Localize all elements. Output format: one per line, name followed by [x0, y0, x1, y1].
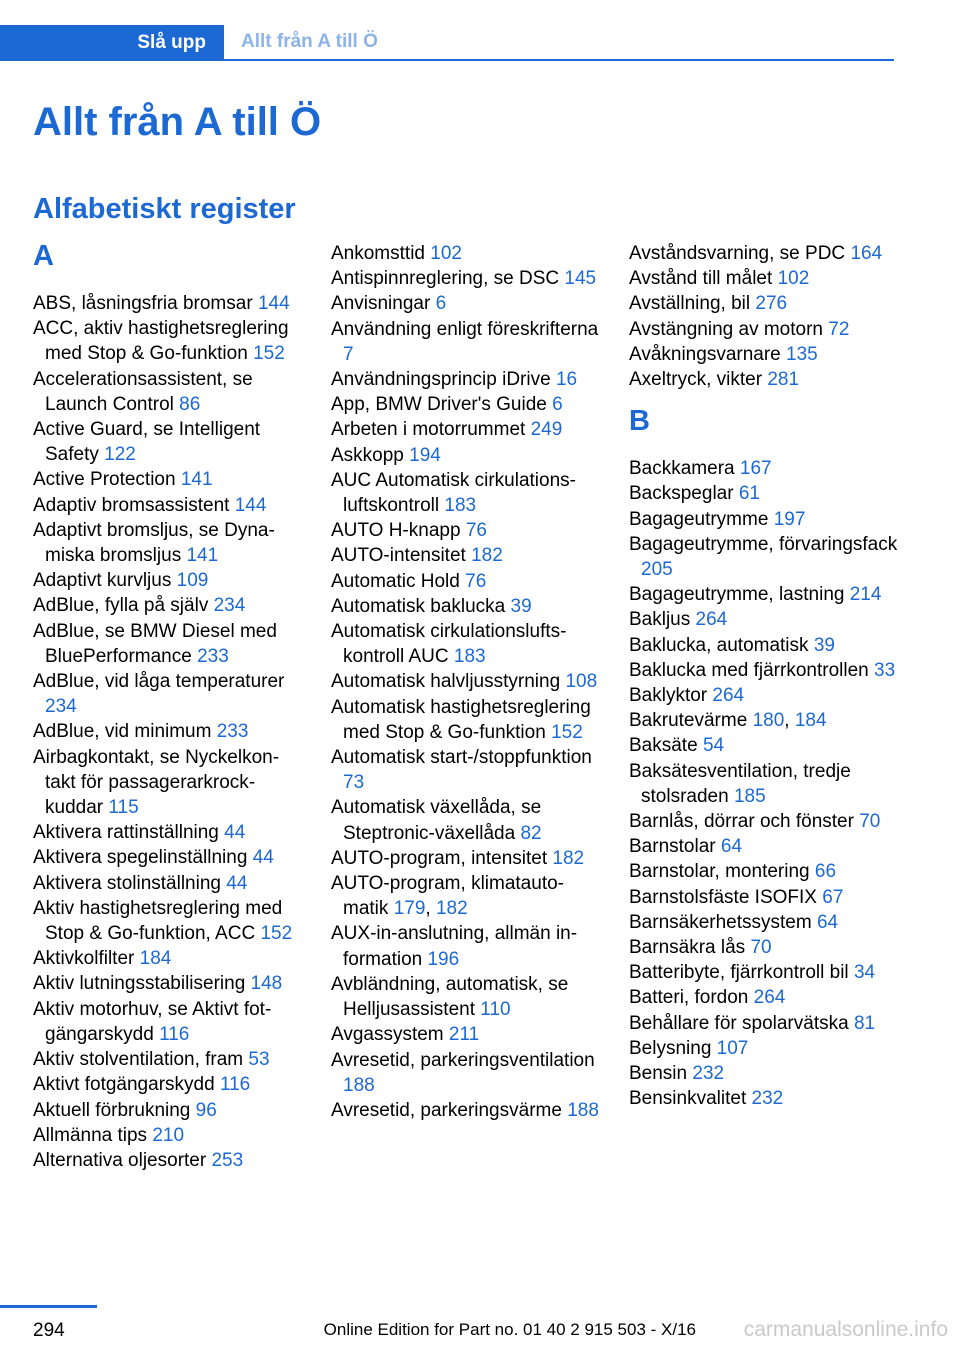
- entry-term: Barnlås, dörrar och fönster: [629, 811, 854, 833]
- entry-term: Aktivt fotgängarskydd: [33, 1074, 215, 1096]
- page-link[interactable]: 232: [692, 1063, 725, 1085]
- entry-term: Avresetid, parkeringsvärme: [331, 1099, 562, 1121]
- page-link[interactable]: 67: [822, 886, 844, 908]
- entry-term: Aktiv stolventilation, fram: [33, 1049, 244, 1071]
- index-entry: [629, 759, 899, 809]
- index-entry: [33, 871, 303, 896]
- index-entry: [331, 518, 601, 543]
- page-title: Allt från A till Ö: [33, 100, 322, 144]
- page-link[interactable]: 196: [427, 948, 460, 970]
- entry-term: Backspeglar: [629, 483, 734, 505]
- page-link[interactable]: 116: [219, 1074, 251, 1096]
- entry-term: Barnstolar: [629, 836, 716, 858]
- index-entry: [33, 669, 303, 719]
- index-entry: [331, 1022, 601, 1047]
- page-link[interactable]: 276: [755, 293, 788, 315]
- page-link[interactable]: 210: [152, 1124, 185, 1146]
- page-link[interactable]: 152: [551, 721, 583, 743]
- entry-term: ACC, aktiv hastighetsreglering med Stop & Go-funktion: [33, 318, 289, 365]
- index-entry: [331, 569, 601, 594]
- page-link[interactable]: 86: [179, 393, 201, 415]
- index-entry: [331, 367, 601, 392]
- page-link[interactable]: 211: [448, 1024, 480, 1046]
- index-entry: [629, 481, 899, 506]
- entry-term: Barnstolar, montering: [629, 861, 810, 883]
- index-entry: [33, 820, 303, 845]
- index-entry: [33, 1098, 303, 1123]
- edition-note: Online Edition for Part no. 01 40 2 915 503 - X/16: [323, 1320, 696, 1339]
- index-entry: [629, 885, 899, 910]
- footer-rule: [0, 1305, 97, 1308]
- page-link[interactable]: 233: [216, 721, 249, 743]
- index-entry: [629, 1086, 899, 1111]
- page-link[interactable]: 233: [197, 645, 229, 667]
- entry-term: AUTO-intensitet: [331, 545, 466, 567]
- index-entry: [629, 456, 899, 481]
- index-entry: [33, 467, 303, 492]
- page-link[interactable]: 253: [211, 1149, 244, 1171]
- index-entry: [629, 683, 899, 708]
- page-link[interactable]: 144: [234, 494, 267, 516]
- page-link[interactable]: 152: [253, 343, 285, 365]
- index-entry: [629, 266, 899, 291]
- entry-term: Bagageutrymme, lastning: [629, 584, 845, 606]
- index-entry: [33, 316, 303, 366]
- section-title: Alfabetiskt register: [33, 193, 296, 225]
- entry-term: Avgassystem: [331, 1024, 444, 1046]
- page-link[interactable]: 7: [343, 343, 354, 365]
- page-link[interactable]: 264: [712, 685, 745, 707]
- index-entry: [629, 935, 899, 960]
- entry-term: AdBlue, vid låga temperaturer: [33, 671, 285, 693]
- index-entry: [331, 745, 601, 795]
- index-entry: [33, 845, 303, 870]
- index-entry: [629, 291, 899, 316]
- top-navigation-bar: [0, 25, 894, 61]
- entry-term: Användning enligt föreskrifterna: [331, 318, 599, 340]
- entry-term: Antispinnreglering, se DSC: [331, 268, 560, 290]
- tab-lookup[interactable]: Slå upp: [0, 25, 224, 61]
- page-link[interactable]: 109: [176, 570, 209, 592]
- entry-term: Bensin: [629, 1063, 688, 1085]
- index-column-2: [331, 241, 601, 1123]
- page-link[interactable]: 183: [453, 646, 486, 668]
- page-link[interactable]: 76: [465, 570, 487, 592]
- entry-term: AUTO-program, klimatautomatik: [331, 873, 564, 920]
- entry-term: AUTO-program, intensitet: [331, 847, 548, 869]
- index-entry: [33, 745, 303, 821]
- page-link[interactable]: 188: [567, 1099, 599, 1121]
- index-entry: [629, 507, 899, 532]
- entry-term: Aktivera rattinställning: [33, 822, 219, 844]
- index-entry: [33, 367, 303, 417]
- index-entry: [331, 266, 601, 291]
- index-entry: [629, 317, 899, 342]
- page-link[interactable]: 182: [435, 898, 468, 920]
- entry-term: Airbagkontakt, se Nyckelkontakt för passagerarkrockkuddar: [33, 746, 280, 819]
- entry-term: Askkopp: [331, 444, 404, 466]
- entry-term: Aktivkolfilter: [33, 948, 135, 970]
- page-link[interactable]: 234: [213, 595, 246, 617]
- watermark: carmanualsonline.info: [743, 1318, 948, 1341]
- page-link[interactable]: 82: [520, 822, 542, 844]
- index-entry: [629, 1061, 899, 1086]
- page-link[interactable]: 264: [695, 609, 728, 631]
- entry-term: AdBlue, fylla på själv: [33, 595, 209, 617]
- page-link[interactable]: 54: [702, 735, 725, 757]
- entry-term: Batteribyte, fjärrkontroll bil: [629, 962, 849, 984]
- index-entry: [331, 972, 601, 1022]
- index-entry: [33, 291, 303, 316]
- index-entry: [629, 633, 899, 658]
- index-entry: [33, 1072, 303, 1097]
- entry-term: Aktiv motorhuv, se Aktivt fotgängarskydd: [33, 998, 272, 1045]
- page-link[interactable]: 44: [252, 847, 274, 869]
- entry-term: Adaptivt kurvljus: [33, 570, 172, 592]
- index-entry: [331, 241, 601, 266]
- index-entry: [331, 921, 601, 971]
- entry-term: Avställning, bil: [629, 293, 751, 315]
- entry-term: Automatisk cirkulationsluftskontroll AUC: [331, 621, 567, 668]
- entry-term: Automatisk start-/stoppfunktion: [331, 747, 592, 769]
- page-link[interactable]: 72: [828, 318, 850, 340]
- index-entry: [33, 997, 303, 1047]
- tab-a-to-z[interactable]: Allt från A till Ö: [241, 31, 378, 52]
- entry-term: Avstängning av motorn: [629, 318, 823, 340]
- index-entry: [331, 417, 601, 442]
- page-link[interactable]: 81: [853, 1012, 876, 1034]
- entry-term: Axeltryck, vikter: [629, 369, 763, 391]
- page-link[interactable]: 232: [751, 1088, 784, 1110]
- page-link[interactable]: 44: [226, 872, 248, 894]
- entry-term: Baklyktor: [629, 685, 708, 707]
- index-column-1: [33, 241, 303, 1173]
- page-link[interactable]: 70: [750, 937, 772, 959]
- page-link[interactable]: 64: [720, 836, 743, 858]
- page-link[interactable]: 141: [180, 469, 213, 491]
- entry-term: Avresetid, parkeringsventilation: [331, 1049, 595, 1071]
- entry-term: Aktiv lutningsstabilisering: [33, 973, 246, 995]
- index-entry: [629, 241, 899, 266]
- entry-term: Automatisk växellåda, se Steptronic-växellåda: [331, 797, 542, 844]
- entry-term: Arbeten i motorrummet: [331, 419, 526, 441]
- page-link[interactable]: 61: [738, 483, 760, 505]
- page-link[interactable]: 6: [552, 394, 563, 416]
- page-link[interactable]: 73: [343, 772, 365, 794]
- index-entry: [331, 846, 601, 871]
- index-entry: [629, 910, 899, 935]
- index-entry: [629, 532, 899, 582]
- entry-term: Behållare för spolarvätska: [629, 1012, 849, 1034]
- entry-term: ABS, låsningsfria bromsar: [33, 293, 253, 314]
- page-link[interactable]: 197: [773, 508, 806, 530]
- page-link[interactable]: 53: [248, 1049, 270, 1071]
- entry-term: Ankomsttid: [331, 243, 425, 264]
- page-link[interactable]: 115: [108, 797, 139, 819]
- page-link[interactable]: 180: [752, 710, 785, 732]
- page-link[interactable]: 188: [343, 1074, 375, 1096]
- index-entry: [33, 493, 303, 518]
- entry-term: Avbländning, automatisk, se Helljusassistent: [331, 973, 569, 1021]
- page-link[interactable]: 185: [733, 785, 766, 807]
- entry-term: AdBlue, vid minimum: [33, 721, 212, 743]
- page-link[interactable]: 110: [480, 999, 511, 1021]
- entry-term: Adaptivt bromsljus, se Dynamiska bromsljus: [33, 519, 275, 567]
- index-entry: [331, 291, 601, 316]
- page-link[interactable]: 34: [853, 962, 876, 984]
- entry-term: App, BMW Driver's Guide: [331, 394, 547, 416]
- page-link[interactable]: 135: [786, 343, 818, 365]
- entry-term: Baklucka, automatisk: [629, 634, 809, 656]
- page-link[interactable]: 194: [409, 444, 441, 466]
- entry-term: Bensinkvalitet: [629, 1088, 747, 1110]
- page-link[interactable]: 6: [435, 293, 447, 315]
- index-entry: [629, 342, 899, 367]
- index-entry: [629, 607, 899, 632]
- index-entry: [629, 1036, 899, 1061]
- page-link[interactable]: 167: [739, 458, 772, 480]
- index-entry: [331, 543, 601, 568]
- page-link[interactable]: 148: [250, 973, 283, 995]
- entry-term: Belysning: [629, 1037, 712, 1059]
- page-link[interactable]: 102: [430, 243, 462, 264]
- index-entry: [33, 896, 303, 946]
- entry-term: Active Protection: [33, 469, 176, 491]
- index-entry: [629, 834, 899, 859]
- index-entry: [331, 594, 601, 619]
- entry-term: AdBlue, se BMW Diesel med BluePerformance: [33, 620, 277, 667]
- index-entry: [331, 795, 601, 845]
- index-column-3: [629, 241, 899, 1112]
- entry-term: Avstånd till målet: [629, 268, 773, 290]
- index-entry: [33, 1148, 303, 1173]
- page-link[interactable]: 184: [794, 710, 827, 732]
- page-link[interactable]: 141: [186, 545, 219, 567]
- index-entry: [331, 1098, 601, 1123]
- index-entry: [629, 859, 899, 884]
- page-link[interactable]: 70: [859, 811, 881, 833]
- entry-term: Allmänna tips: [33, 1124, 148, 1146]
- index-entry: [331, 443, 601, 468]
- page-link[interactable]: 116: [159, 1023, 190, 1045]
- entry-term: Baksätesventilation, tredje stolsraden: [629, 760, 851, 807]
- entry-term: AUC Automatisk cirkulationsluftskontroll: [331, 469, 576, 517]
- page-link[interactable]: 64: [816, 911, 839, 933]
- entry-term: Adaptiv bromsassistent: [33, 494, 230, 516]
- index-entry: [33, 568, 303, 593]
- page-link[interactable]: 108: [565, 671, 598, 693]
- page-link[interactable]: 76: [465, 520, 487, 542]
- entry-term: Aktuell förbrukning: [33, 1099, 191, 1121]
- entry-term: AUTO H-knapp: [331, 520, 461, 542]
- index-letter: A: [33, 240, 54, 272]
- index-entry: [629, 733, 899, 758]
- page-link[interactable]: 39: [813, 634, 835, 656]
- entry-term: Batteri, fordon: [629, 987, 749, 1009]
- page-link[interactable]: 96: [195, 1099, 217, 1121]
- page-link[interactable]: 107: [716, 1037, 749, 1059]
- entry-term: Anvisningar: [331, 293, 431, 315]
- page-link[interactable]: 66: [814, 861, 837, 883]
- entry-term: Bakljus: [629, 609, 691, 631]
- entry-term: Avåkningsvarnare: [629, 343, 781, 365]
- page-link[interactable]: 281: [767, 369, 800, 391]
- header-rule: [0, 59, 894, 61]
- index-entry: [629, 1011, 899, 1036]
- page-link[interactable]: 33: [874, 659, 896, 681]
- page-link[interactable]: 145: [564, 268, 597, 290]
- index-entry: [629, 985, 899, 1010]
- index-entry: [33, 946, 303, 971]
- page-link[interactable]: 234: [45, 696, 77, 718]
- index-entry: Bakrutevärme 180, 184: [629, 710, 827, 732]
- entry-term: Bagageutrymme, förvaringsfack: [629, 533, 898, 555]
- entry-term: Baklucka med fjärrkontrollen: [629, 659, 869, 681]
- page-link[interactable]: 179: [393, 898, 426, 920]
- entry-term: Automatisk baklucka: [331, 595, 506, 617]
- page-link[interactable]: 102: [777, 268, 810, 290]
- entry-term: Automatisk hastighetsreglering med Stop & Go-funktion: [331, 696, 591, 743]
- index-entry: [33, 971, 303, 996]
- index-entry: [33, 1123, 303, 1148]
- entry-term: Active Guard, se Intelligent Safety: [33, 419, 261, 466]
- index-entry: [33, 593, 303, 618]
- index-entry: [33, 719, 303, 744]
- index-entry: [331, 392, 601, 417]
- page-link[interactable]: 249: [530, 419, 563, 441]
- page-link[interactable]: 16: [555, 369, 578, 391]
- index-entry: [629, 582, 899, 607]
- page-link[interactable]: 264: [753, 987, 786, 1009]
- index-entry: [331, 695, 601, 745]
- index-entry: [629, 960, 899, 985]
- entry-term: Automatic Hold: [331, 570, 460, 592]
- page-link[interactable]: 184: [139, 948, 172, 970]
- entry-term: Baksäte: [629, 735, 698, 757]
- entry-term: Backkamera: [629, 458, 735, 480]
- index-entry: [331, 468, 601, 518]
- page-number: 294: [33, 1320, 65, 1341]
- page-link[interactable]: 122: [104, 444, 136, 466]
- page-link[interactable]: 44: [224, 822, 246, 844]
- page-link[interactable]: 182: [471, 545, 503, 567]
- entry-term: Användningsprincip iDrive: [331, 369, 551, 391]
- entry-term: Aktiv hastighetsreglering med Stop & Go-funktion, ACC: [33, 897, 283, 945]
- index-entry: [33, 518, 303, 568]
- entry-term: Bagageutrymme: [629, 508, 769, 530]
- page-link[interactable]: 39: [510, 595, 532, 617]
- entry-term: Barnstolsfäste ISOFIX: [629, 886, 817, 908]
- entry-term: Alternativa oljesorter: [33, 1149, 207, 1171]
- entry-term: Avståndsvarning, se PDC: [629, 243, 846, 264]
- index-entry: [629, 367, 899, 392]
- entry-term: Aktivera stolinställning: [33, 872, 221, 894]
- page-link[interactable]: 214: [849, 584, 882, 606]
- index-entry: [331, 1048, 601, 1098]
- index-entry: [331, 619, 601, 669]
- page-link[interactable]: 205: [641, 559, 673, 581]
- entry-term: AUX-in-anslutning, allmän information: [331, 923, 578, 970]
- index-letter: B: [629, 405, 650, 438]
- entry-term: Bakrutevärme: [629, 710, 748, 732]
- index-entry: [33, 417, 303, 467]
- entry-term: Automatisk halvljusstyrning: [331, 671, 561, 693]
- entry-term: Accelerationsassistent, se Launch Control: [33, 368, 253, 415]
- index-entry: [629, 658, 899, 683]
- index-entry: [629, 809, 899, 834]
- index-entry: [33, 1047, 303, 1072]
- entry-term: Aktivera spegelinställning: [33, 847, 248, 869]
- page-link[interactable]: 164: [850, 243, 883, 264]
- page-link[interactable]: 152: [260, 923, 293, 945]
- index-entry: [331, 317, 601, 367]
- page-link[interactable]: 183: [444, 495, 477, 517]
- index-entry: [33, 619, 303, 669]
- index-entry: AUTO-program, klimatautomatik 179, 182: [331, 873, 564, 920]
- page-link[interactable]: 144: [257, 293, 290, 314]
- entry-term: Barnsäkra lås: [629, 937, 746, 959]
- index-entry: [331, 669, 601, 694]
- entry-term: Barnsäkerhetssystem: [629, 911, 812, 933]
- page-link[interactable]: 182: [552, 847, 585, 869]
